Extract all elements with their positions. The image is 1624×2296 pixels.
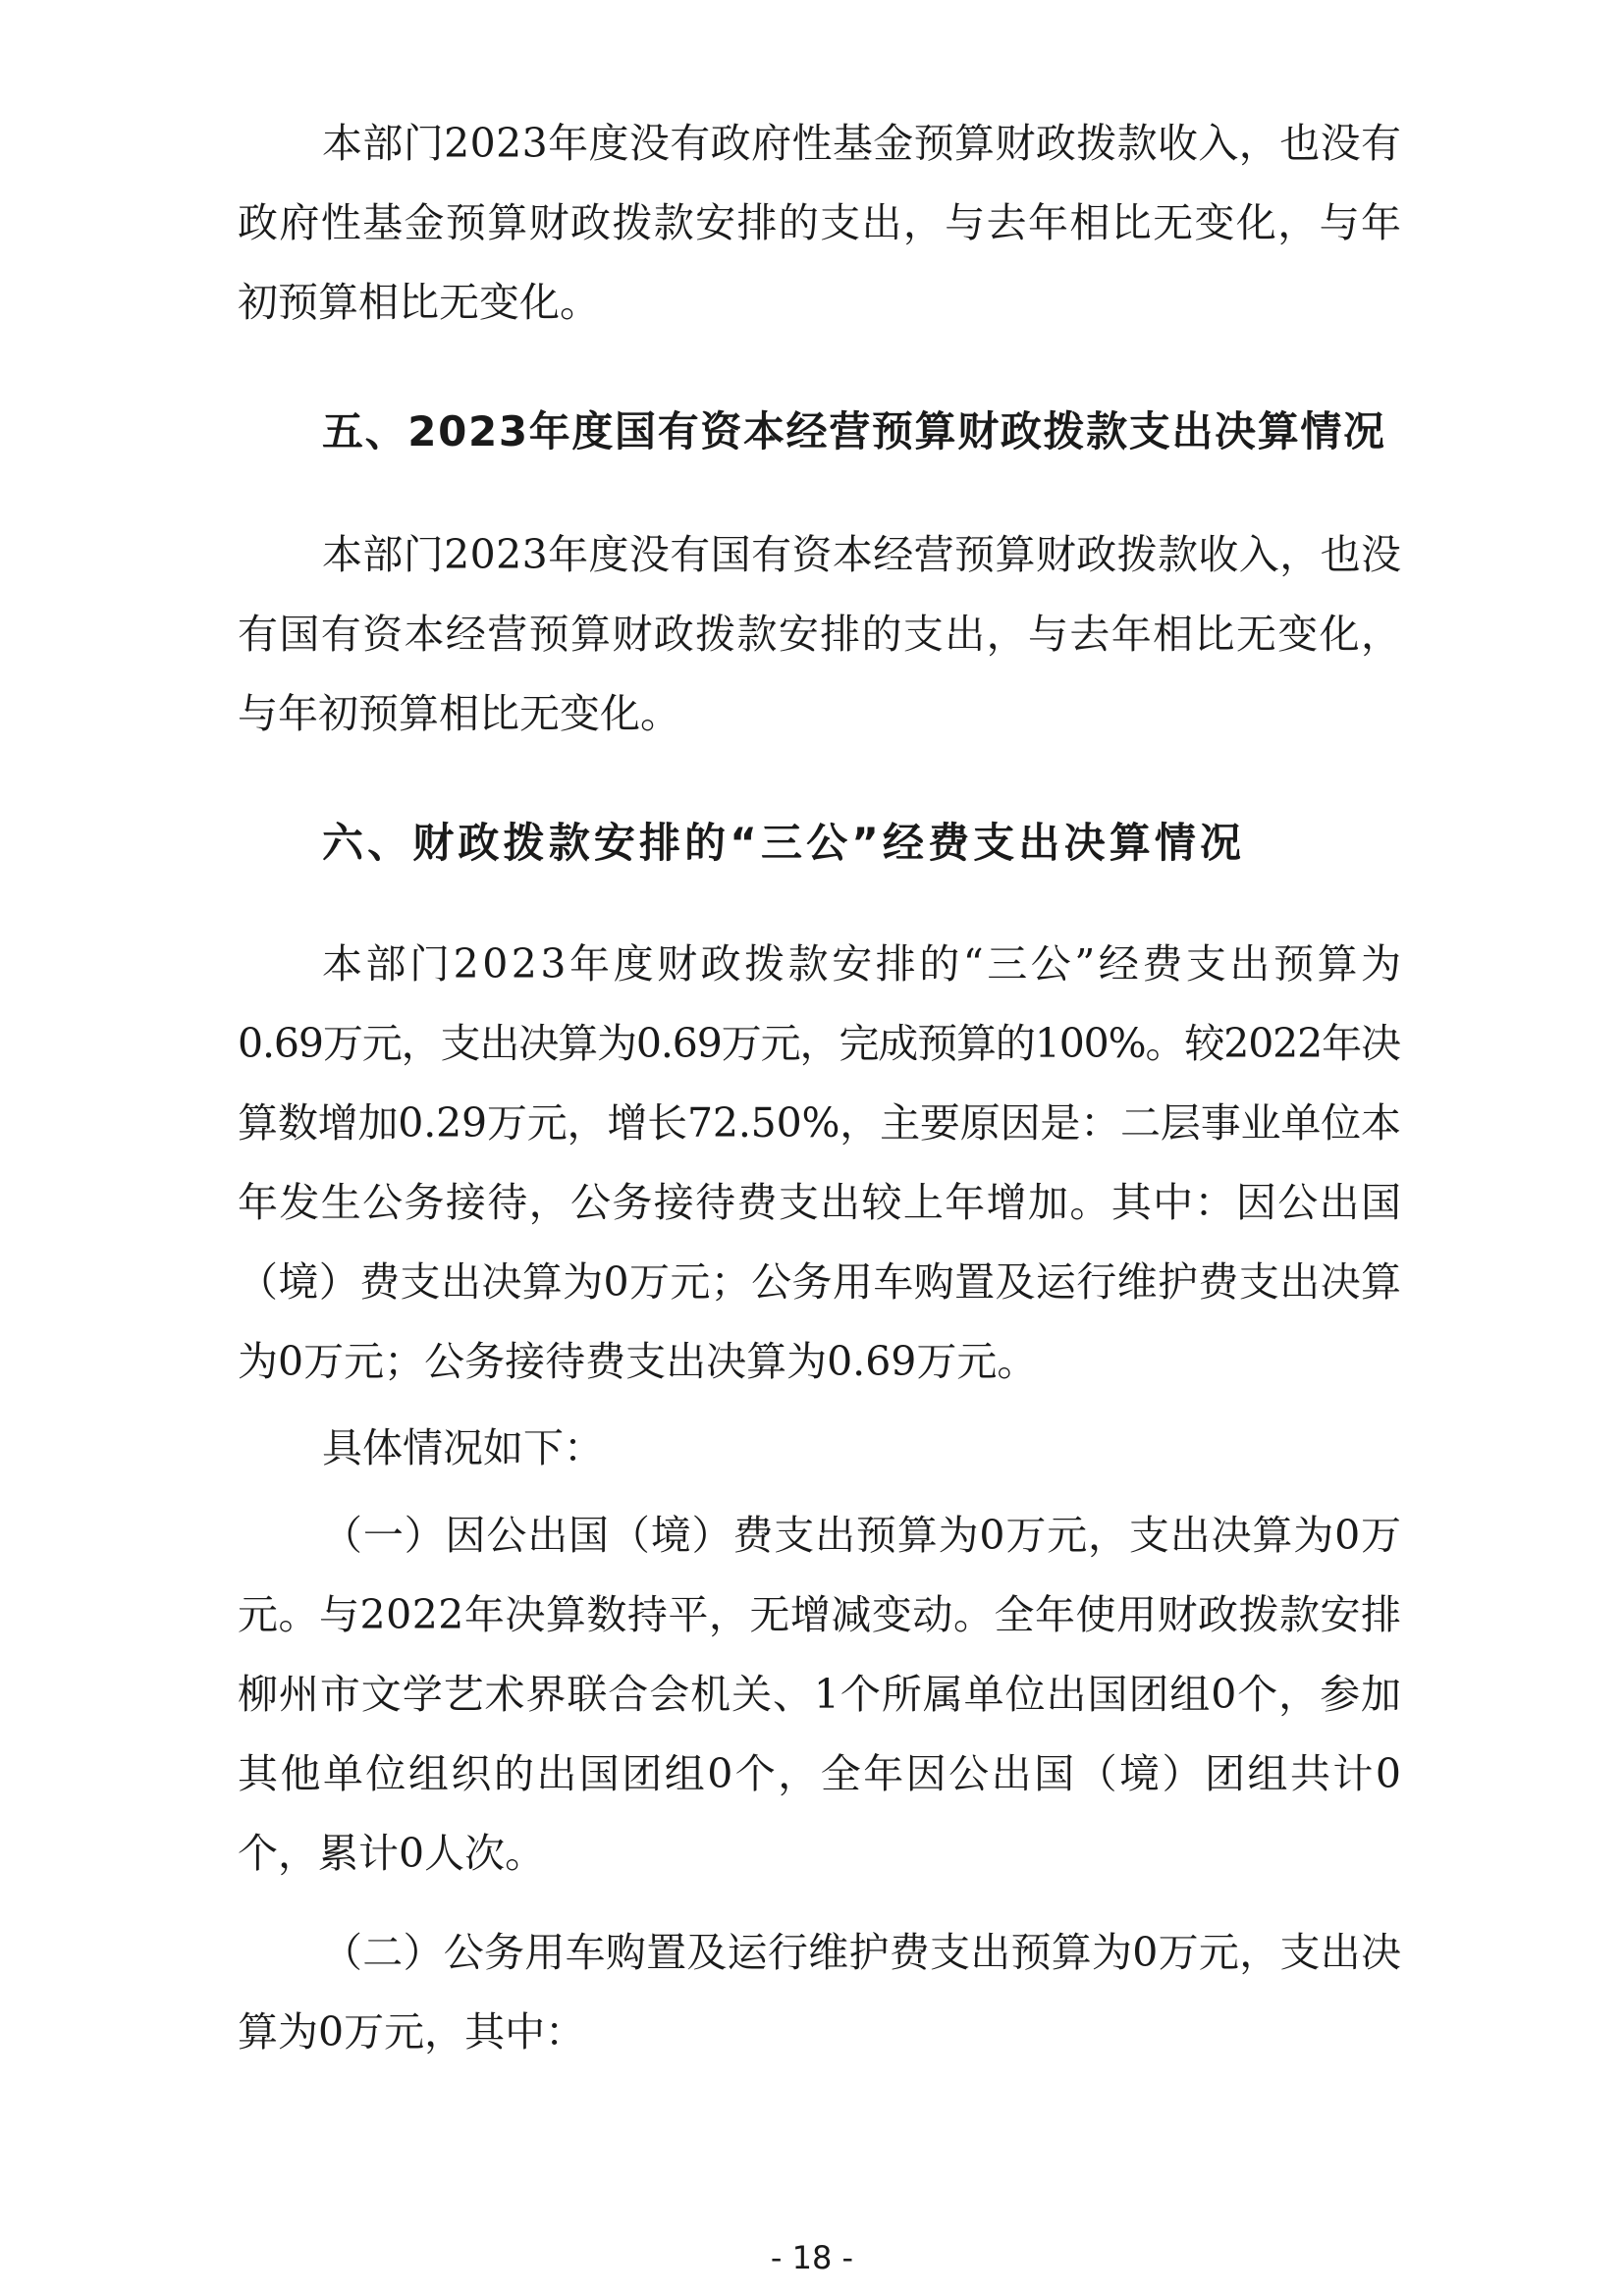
line-text: 有国有资本经营预算财政拨款安排的支出，与去年相比无变化， xyxy=(238,611,1403,658)
section-heading-five xyxy=(0,393,1624,471)
paragraph-state-capital-line-3 xyxy=(0,674,1624,753)
line-text: （境）费支出决算为0万元；公务用车购置及运行维护费支出决算 xyxy=(238,1258,1402,1306)
line-text: 本部门2023年度没有政府性基金预算财政拨款收入，也没有 xyxy=(322,120,1402,167)
paragraph-gov-fund-line-1 xyxy=(0,104,1624,183)
paragraph-item-one-line-5 xyxy=(0,1814,1624,1893)
line-text: 与年初预算相比无变化。 xyxy=(238,690,680,737)
line-text: 政府性基金预算财政拨款安排的支出，与去年相比无变化，与年 xyxy=(238,199,1403,246)
paragraph-item-one-line-4 xyxy=(0,1735,1624,1813)
paragraph-item-two-line-2 xyxy=(0,1993,1624,2071)
page-number: - 18 - xyxy=(770,2239,854,2276)
line-text: 0.69万元，支出决算为0.69万元，完成预算的100%。较2022年决 xyxy=(238,1020,1400,1067)
heading-text: 六、财政拨款安排的“三公”经费支出决算情况 xyxy=(322,819,1246,867)
paragraph-item-one-line-1 xyxy=(0,1496,1624,1575)
section-heading-six xyxy=(0,804,1624,882)
heading-text: 五、2023年度国有资本经营预算财政拨款支出决算情况 xyxy=(322,407,1386,455)
line-text: 元。与2022年决算数持平，无增减变动。全年使用财政拨款安排 xyxy=(238,1591,1402,1638)
paragraph-item-two-line-1 xyxy=(0,1913,1624,1992)
line-text: 个，累计0人次。 xyxy=(238,1830,546,1877)
line-text: （一）因公出国（境）费支出预算为0万元，支出决算为0万 xyxy=(322,1512,1402,1559)
line-text: 具体情况如下： xyxy=(322,1424,604,1471)
paragraph-gov-fund-line-2 xyxy=(0,184,1624,262)
paragraph-three-public-line-1 xyxy=(0,925,1624,1003)
line-text: 算数增加0.29万元，增长72.50%，主要原因是：二层事业单位本 xyxy=(238,1099,1401,1147)
paragraph-state-capital-line-1 xyxy=(0,515,1624,594)
paragraph-three-public-line-5 xyxy=(0,1243,1624,1321)
paragraph-item-one-line-3 xyxy=(0,1655,1624,1734)
line-text: 本部门2023年度财政拨款安排的“三公”经费支出预算为 xyxy=(322,940,1405,988)
paragraph-three-public-line-6 xyxy=(0,1322,1624,1401)
paragraph-three-public-line-2 xyxy=(0,1004,1624,1083)
line-text: 本部门2023年度没有国有资本经营预算财政拨款收入，也没 xyxy=(322,531,1402,578)
line-text: 其他单位组织的出国团组0个，全年因公出国（境）团组共计0 xyxy=(238,1750,1404,1797)
paragraph-item-one-line-2 xyxy=(0,1575,1624,1654)
line-text: 初预算相比无变化。 xyxy=(238,279,600,326)
paragraph-three-public-line-4 xyxy=(0,1163,1624,1242)
paragraph-state-capital-line-2 xyxy=(0,595,1624,673)
line-text: 算为0万元，其中： xyxy=(238,2008,586,2056)
paragraph-gov-fund-line-3 xyxy=(0,263,1624,342)
line-text: 柳州市文学艺术界联合会机关、1个所属单位出国团组0个，参加 xyxy=(238,1671,1402,1718)
line-text: 年发生公务接待，公务接待费支出较上年增加。其中：因公出国 xyxy=(238,1179,1403,1226)
paragraph-three-public-line-3 xyxy=(0,1084,1624,1162)
line-text: （二）公务用车购置及运行维护费支出预算为0万元，支出决 xyxy=(322,1929,1402,1976)
paragraph-details-intro xyxy=(0,1409,1624,1487)
line-text: 为0万元；公务接待费支出决算为0.69万元。 xyxy=(238,1338,1038,1385)
